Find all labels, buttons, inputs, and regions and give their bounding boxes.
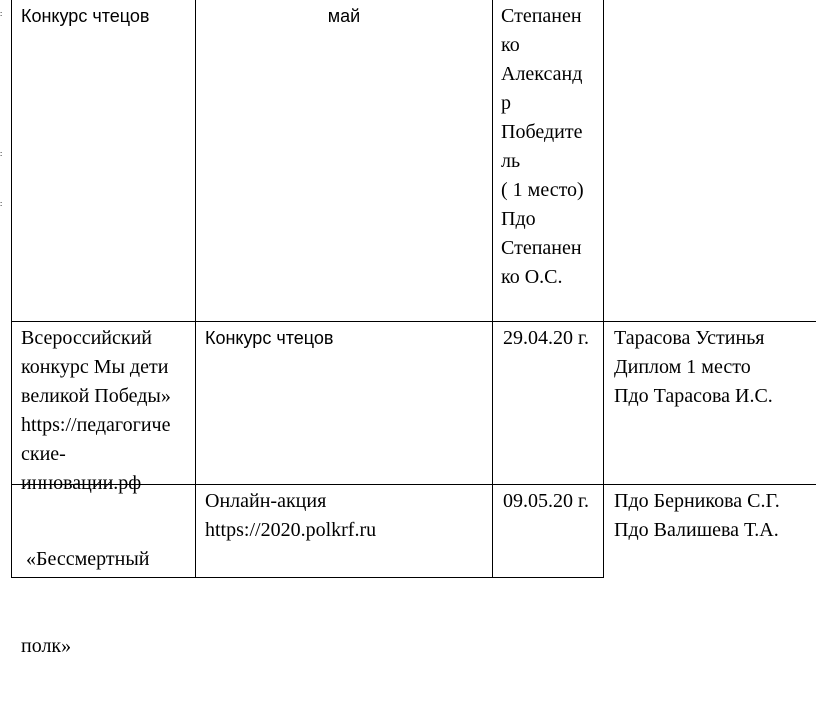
cell-line: ко О.С. [501,266,563,288]
cell-line: Степанен [501,237,582,259]
cell-line: Пдо Валишева Т.А. [614,519,779,541]
cell-line: ские- [21,443,66,465]
cell-line: ко [501,34,520,56]
row1-title-cell [21,2,191,31]
row3-type-cell [205,487,490,545]
cell-line: май [327,6,361,26]
cell-line: Диплом 1 место [614,356,751,378]
cell-line: Конкурс чтецов [21,6,150,26]
cell-line: конкурс Мы дети [21,356,169,378]
cell-line: https://2020.polkrf.ru [205,519,377,541]
cell-line: ( 1 место) [501,179,584,201]
cell-line: Пдо Тарасова И.С. [614,385,773,407]
row1-result-cell [501,2,601,292]
cell-line: р [501,92,511,114]
row2-title-cell [21,324,193,498]
row2-type-cell [205,324,490,353]
border-col-3 [492,0,493,578]
border-col-2 [195,0,196,578]
cell-line: Онлайн-акция [205,490,327,512]
row1-date-cell [196,2,492,31]
cell-line: Всероссийский [21,327,152,349]
border-row-1 [11,321,816,322]
cell-line: Степанен [501,5,582,27]
cell-line: полк» [21,635,72,657]
row3-result-cell [614,487,814,545]
row2-date-cell [503,324,603,353]
cell-line: Пдо [501,208,536,230]
row2-result-cell [614,324,814,411]
border-col-4 [603,0,604,578]
cell-line: Тарасова Устинья [614,327,765,349]
row3-date-cell [503,487,603,516]
cell-line: https://педагогиче [21,414,171,436]
cell-line: ль [501,150,521,172]
cell-line: Победите [501,121,583,143]
cell-line: 29.04.20 г. [503,327,589,349]
left-edge-mark: : [0,10,3,18]
cell-line: Конкурс чтецов [205,328,334,348]
cell-line: инновации.рф [21,472,142,494]
cell-line: «Бессмертный [21,548,150,570]
border-col-1 [11,0,12,578]
cell-line: великой Победы» [21,385,171,407]
cell-line: 09.05.20 г. [503,490,589,512]
cell-line: Пдо Берникова С.Г. [614,490,780,512]
cell-line: Александ [501,63,583,85]
left-edge-mark: : [0,150,3,158]
left-edge-mark: : [0,200,3,208]
row3-title-cell [21,487,193,719]
